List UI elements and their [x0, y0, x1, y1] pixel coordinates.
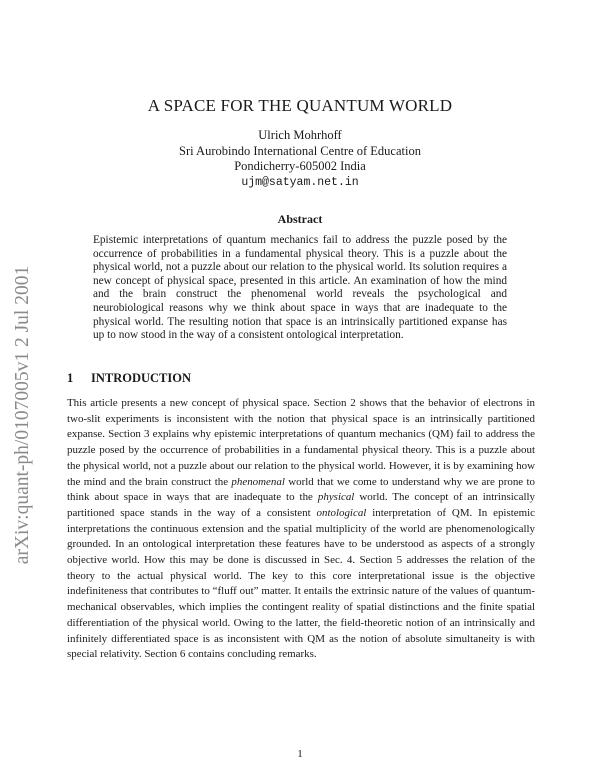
section-heading [67, 371, 191, 386]
abstract-body: Epistemic interpretations of quantum mechanics fail to address the puzzle posed by the occurrence of probabilities in a fundamental physical theory. This is a puzzle about the physical world, not a puzzle about our relation to the physical world. Its solution requires a new concept of physical space, presented in this article. An examination of how the mind and the brain construct the phenomenal world reveals the psychological and neurobiological reasons why we think about space in ways that are inadequate to the physical world. The resulting notion that space is an intrinsically partitioned expanse has up to now stood in the way of a consistent ontological interpretation. [93, 234, 507, 342]
section-number: 1 [67, 371, 74, 385]
author-address: Pondicherry-605002 India [234, 159, 366, 173]
arxiv-identifier-stamp [6, 210, 40, 620]
section-body [67, 396, 535, 663]
abstract-heading: Abstract [277, 212, 323, 226]
emphasis-phenomenal: phenomenal [231, 475, 285, 488]
author-name: Ulrich Mohrhoff [258, 128, 342, 142]
section-text-4: interpretation of QM. In epistemic interpretations the continuous extension and the spatial multiplicity of the world are phenomenologically grounded. In an ontological interpretation these features have to be understood as aspects of a strongly objective world. How this may be done is discussed in Sec. 4. Section 5 addresses the relation of the theory to the actual physical world. The key to this core interpretational issue is the objective indefiniteness that contributes to “fluff out” matter. It entails the extrinsic nature of the values of quantum-mechanical observables, which implies the contingent reality of spatial distinctions and the finite spatial differentiation of the physical world. Owing to the latter, the field-theoretic notion of an intrinsically and infinitely differentiated space is as inconsistent with QM as the notion of absolute simultaneity is with special relativity. Section 6 contains concluding remarks. [67, 506, 536, 661]
emphasis-ontological: ontological [316, 506, 367, 519]
section-text-2: world that we come to understand why we are prone to think about space in ways that are inadequate to the [67, 475, 535, 504]
author-institution: Sri Aurobindo International Centre of Education [179, 143, 421, 158]
author-block [0, 128, 600, 190]
section-text-3: world. The concept of an intrinsically partitioned space stands in the way of a consistent [67, 491, 535, 519]
section-text-1: This article presents a new concept of physical space. Section 2 shows that the behavior of electrons in two-slit experiments is inconsistent with the notion that physical space is an intrinsically partitioned expanse. Section 3 explains why epistemic interpretations of quantum mechanics (QM) fail to address the puzzle posed by the occurrence of probabilities in a fundamental physical theory. This is a puzzle about the physical world, not a puzzle about our relation to the physical world. However, it is by examining how the mind and the brain construct the [67, 397, 535, 488]
section-title: INTRODUCTION [91, 371, 192, 385]
page-number: 1 [297, 748, 303, 760]
emphasis-physical: physical [317, 491, 355, 504]
arxiv-identifier-text: arXiv:quant-ph/0107005v1 2 Jul 2001 [12, 265, 33, 565]
paper-title: A SPACE FOR THE QUANTUM WORLD [147, 96, 453, 115]
author-email[interactable]: ujm@satyam.net.in [241, 175, 359, 189]
